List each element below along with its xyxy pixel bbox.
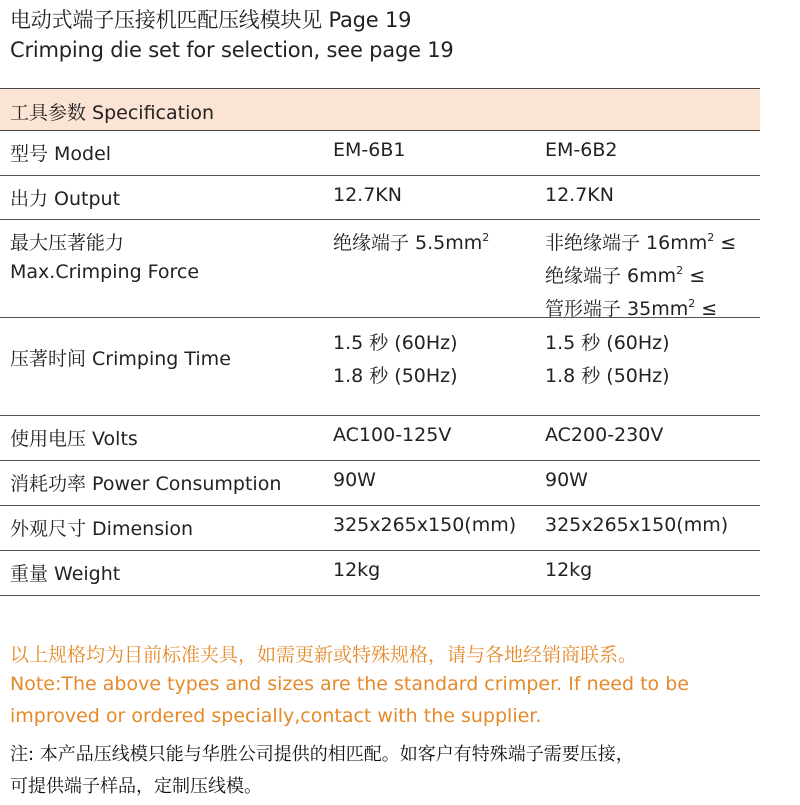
cell-line: 最大压著能力	[10, 232, 125, 254]
cell-text: 绝缘端子 6mm	[545, 265, 677, 287]
note-cn: 以上规格均为目前标准夹具，如需更新或特殊规格，请与各地经销商联系。	[10, 644, 638, 666]
spec-row	[0, 318, 760, 416]
cell-line	[545, 294, 717, 321]
cell-line: AC100-125V	[333, 424, 452, 446]
cell-line: 1.8 秒 (50Hz)	[545, 365, 670, 387]
cell-line: AC200-230V	[545, 424, 664, 446]
footer-note-line2: 可提供端子样品，定制压线模。	[10, 776, 262, 797]
cell-line: 325x265x150(mm)	[545, 514, 729, 536]
cell-line	[545, 228, 736, 255]
cell-line: 1.8 秒 (50Hz)	[333, 365, 458, 387]
cell-line: 12.7KN	[333, 184, 402, 206]
cell-text: 非绝缘端子 16mm	[545, 232, 708, 254]
cell-line: 1.5 秒 (60Hz)	[545, 332, 670, 354]
cell-line: 压著时间 Crimping Time	[10, 348, 231, 370]
cell-line: 12kg	[545, 559, 593, 581]
spec-row	[0, 506, 760, 551]
superscript: 2	[688, 297, 696, 310]
spec-row	[0, 461, 760, 506]
intro-line-en: Crimping die set for selection, see page 19	[10, 38, 454, 62]
cell-line: 外观尺寸 Dimension	[10, 518, 194, 540]
cell-line: EM-6B1	[333, 139, 406, 161]
cell-text: 绝缘端子 5.5mm	[333, 232, 483, 254]
intro-line-cn: 电动式端子压接机匹配压线模块见 Page 19	[10, 8, 412, 32]
cell-line: Max.Crimping Force	[10, 261, 200, 283]
cell-suffix: ≤	[714, 232, 737, 254]
cell-text: 管形端子 35mm	[545, 298, 689, 320]
superscript: 2	[676, 264, 684, 277]
note-en-line1: Note:The above types and sizes are the standard crimper. If need to be	[10, 673, 689, 695]
cell-line: 12.7KN	[545, 184, 614, 206]
cell-line: 90W	[545, 469, 588, 491]
specification-header: 工具参数 Specification	[0, 88, 760, 131]
cell-line: EM-6B2	[545, 139, 618, 161]
spec-row	[0, 131, 760, 176]
spec-row	[0, 220, 760, 318]
cell-line	[333, 228, 489, 255]
spec-row	[0, 416, 760, 461]
cell-line	[545, 261, 705, 288]
spec-row	[0, 551, 760, 596]
cell-line: 325x265x150(mm)	[333, 514, 517, 536]
cell-line: 使用电压 Volts	[10, 428, 138, 450]
cell-line: 出力 Output	[10, 188, 121, 210]
specification-rows	[0, 131, 760, 596]
cell-line: 重量 Weight	[10, 563, 121, 585]
footer-note-line1: 注: 本产品压线模只能与华胜公司提供的相匹配。如客户有特殊端子需要压接，	[10, 744, 634, 765]
superscript: 2	[482, 231, 490, 244]
cell-line: 型号 Model	[10, 143, 112, 165]
cell-suffix: ≤	[683, 265, 706, 287]
cell-line: 消耗功率 Power Consumption	[10, 473, 282, 495]
specification-table	[0, 88, 760, 596]
cell-line: 90W	[333, 469, 376, 491]
cell-suffix: ≤	[695, 298, 718, 320]
note-en-line2: improved or ordered specially,contact with the supplier.	[10, 705, 542, 727]
spec-row	[0, 176, 760, 220]
superscript: 2	[707, 231, 715, 244]
cell-line: 12kg	[333, 559, 381, 581]
cell-line: 1.5 秒 (60Hz)	[333, 332, 458, 354]
